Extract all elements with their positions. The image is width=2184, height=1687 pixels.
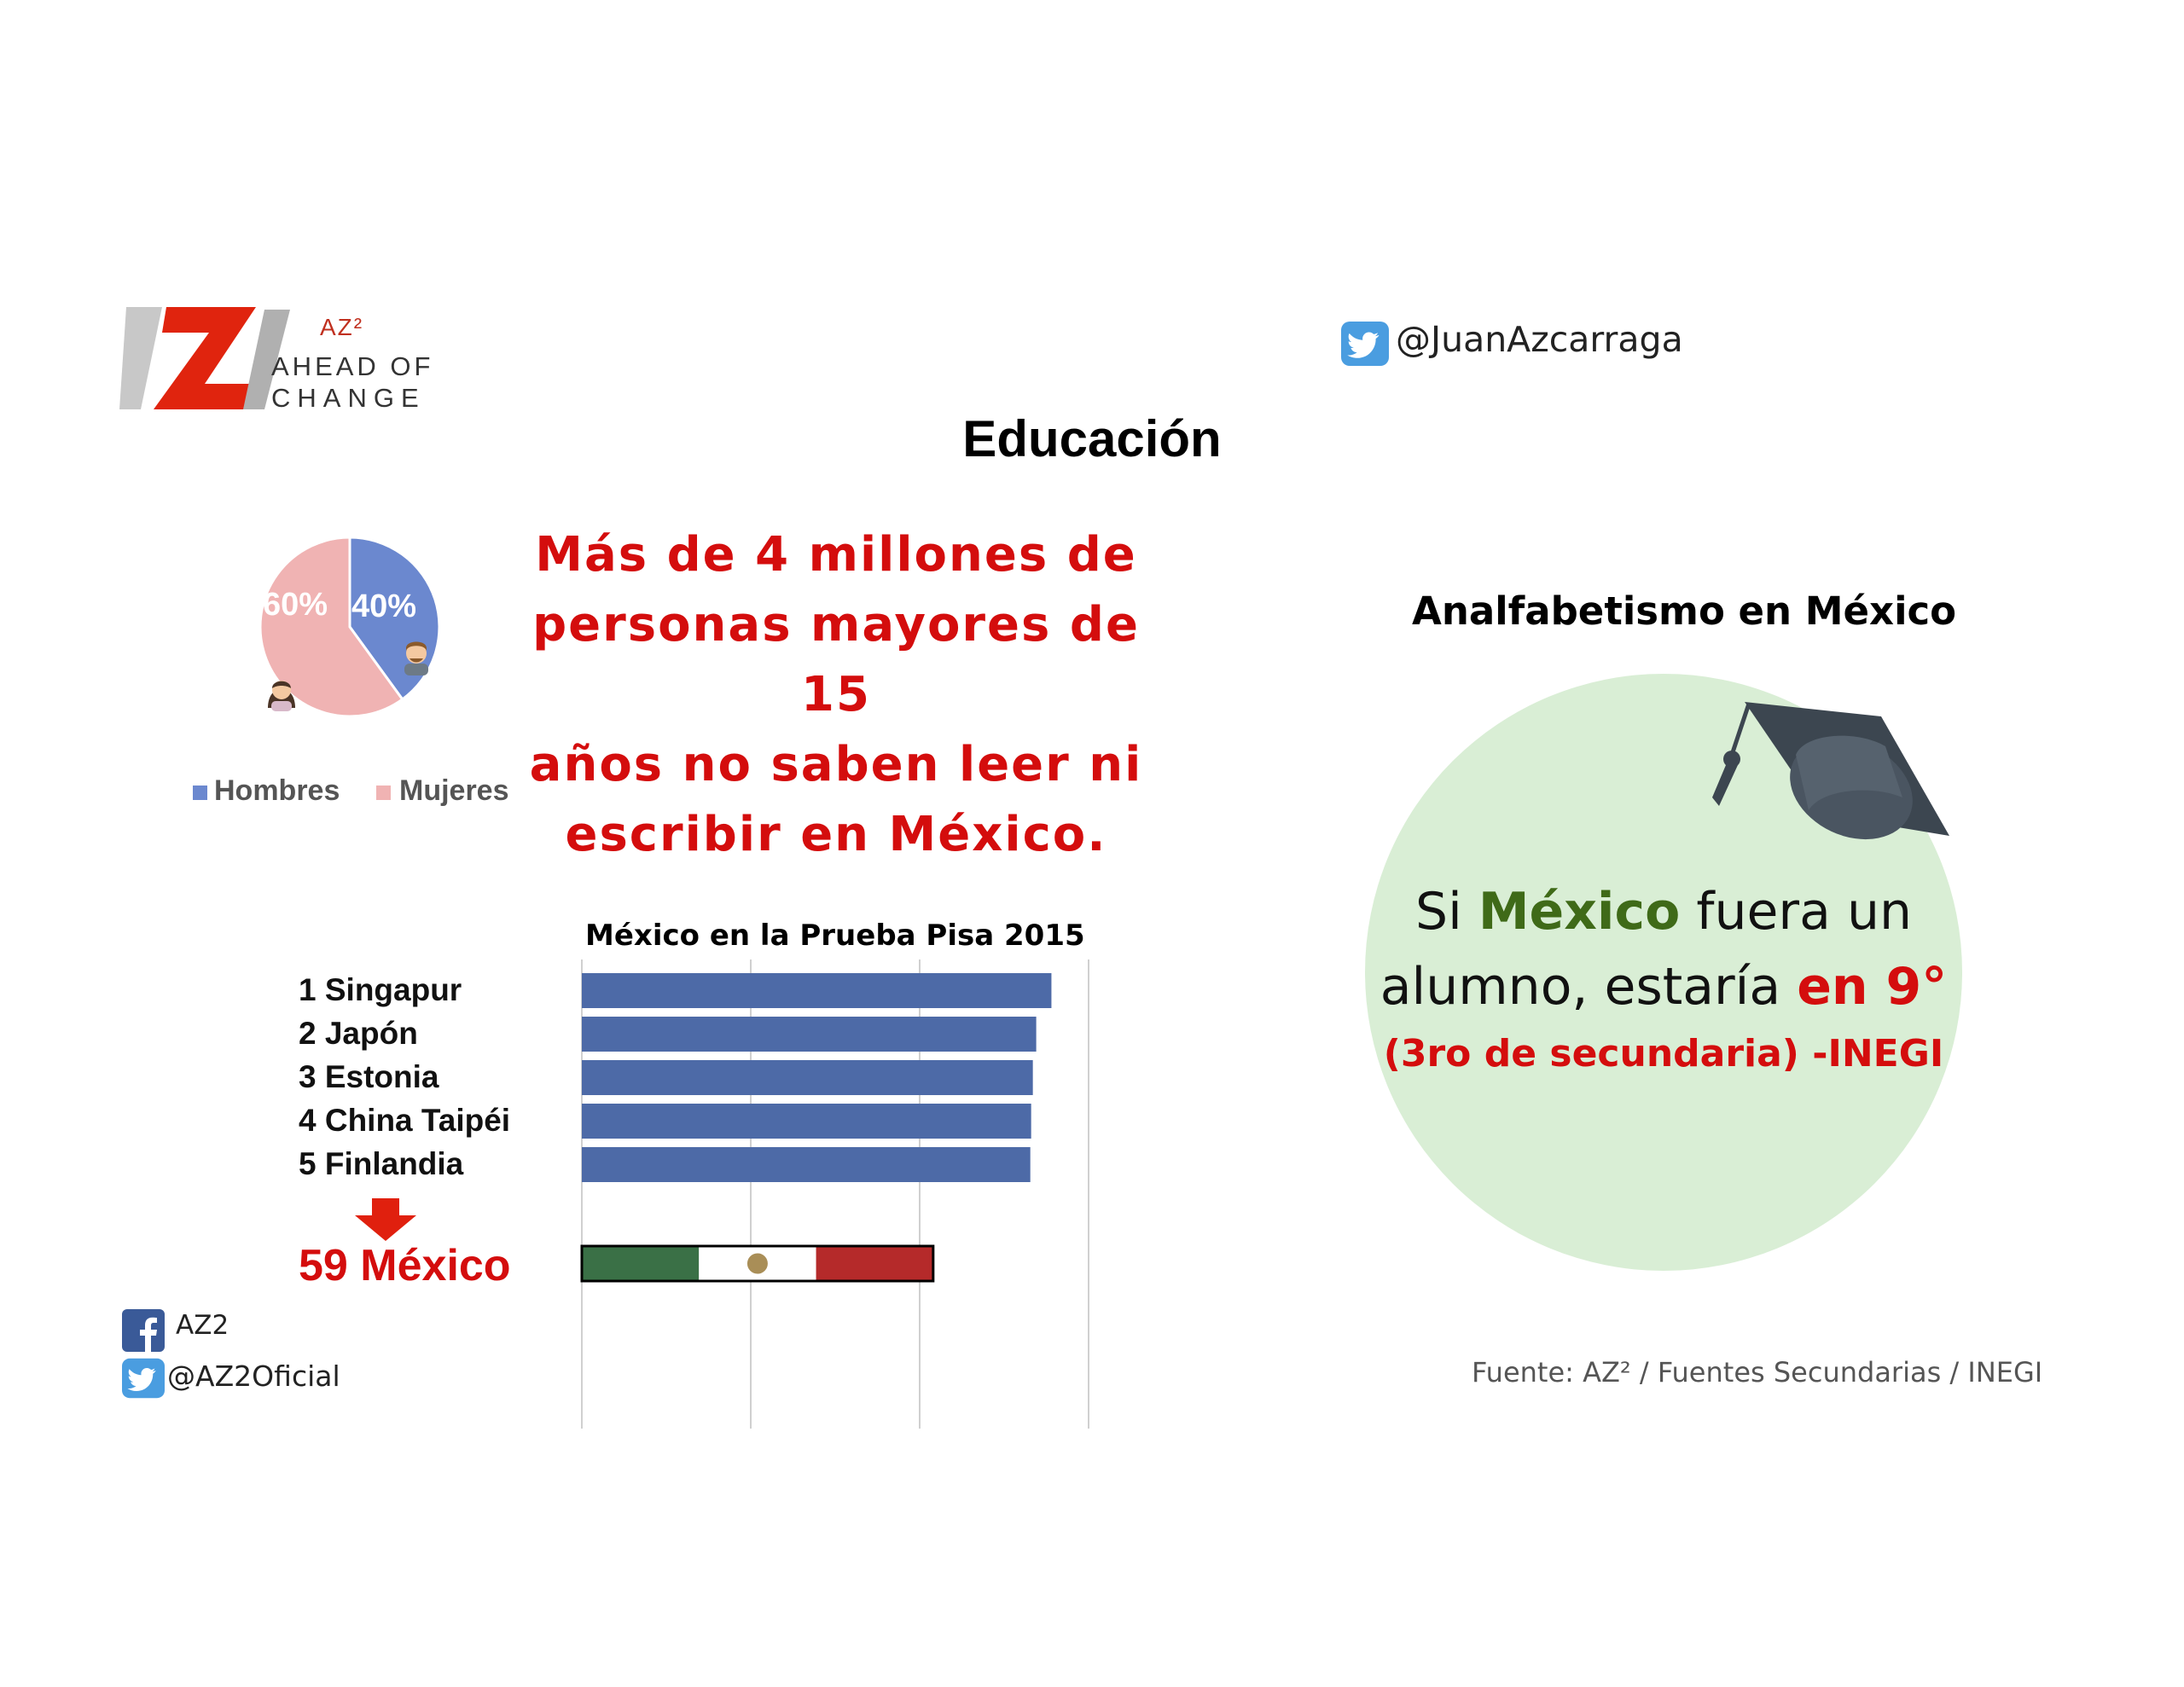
down-arrow-stem bbox=[372, 1198, 399, 1215]
bar-3 bbox=[582, 1060, 1033, 1095]
bar-mexico-green bbox=[582, 1246, 699, 1281]
headline-line-2: personas mayores de 15 bbox=[532, 597, 1140, 722]
page-title: Educación bbox=[962, 410, 1222, 467]
bar-5 bbox=[582, 1147, 1031, 1182]
graduation-cap-icon bbox=[1693, 695, 1949, 866]
twitter-handle-az2[interactable]: @AZ2Oficial bbox=[167, 1359, 340, 1393]
twitter-handle[interactable]: @JuanAzcarraga bbox=[1396, 319, 1683, 360]
bar-label-1: 1 Singapur bbox=[299, 972, 462, 1007]
illiteracy-statement bbox=[1365, 874, 1962, 1084]
legend-label-hombres: Hombres bbox=[214, 774, 340, 807]
bar-label-3: 3 Estonia bbox=[299, 1059, 439, 1094]
logo-line-2: CHANGE bbox=[271, 383, 426, 413]
headline bbox=[520, 520, 1152, 870]
logo-line-1: AHEAD OF bbox=[271, 351, 434, 381]
bar-2 bbox=[582, 1017, 1037, 1052]
woman-emoji-icon bbox=[264, 674, 299, 711]
man-emoji-icon bbox=[399, 638, 433, 675]
facebook-label[interactable]: AZ2 bbox=[176, 1310, 229, 1341]
statement-line-2: alumno, estaría en 9° bbox=[1380, 957, 1948, 1017]
bar-label-4: 4 China Taipéi bbox=[299, 1103, 511, 1138]
illiteracy-title: Analfabetismo en México bbox=[1412, 588, 1957, 634]
bar-4 bbox=[582, 1104, 1031, 1139]
headline-line-3: años no saben leer ni bbox=[529, 737, 1143, 792]
bar-label-mexico: 59 México bbox=[299, 1241, 511, 1290]
statement-country: México bbox=[1478, 882, 1681, 942]
headline-line-4: escribir en México. bbox=[565, 807, 1107, 862]
down-arrow-icon bbox=[355, 1215, 416, 1241]
statement-grade: en 9° bbox=[1797, 957, 1948, 1017]
legend-label-mujeres: Mujeres bbox=[399, 774, 509, 807]
source-note: Fuente: AZ² / Fuentes Secundarias / INEGI bbox=[1472, 1356, 2043, 1388]
bar-1 bbox=[582, 973, 1051, 1008]
bar-label-5: 5 Finlandia bbox=[299, 1146, 464, 1181]
headline-line-1: Más de 4 millones de bbox=[535, 527, 1137, 583]
twitter-icon bbox=[1341, 322, 1389, 366]
pie-label-men: 40% bbox=[351, 588, 417, 624]
pisa-bar-chart bbox=[282, 959, 1101, 1429]
mexico-eagle-icon bbox=[747, 1254, 768, 1274]
bar-mexico-red bbox=[816, 1246, 933, 1281]
facebook-icon bbox=[122, 1309, 165, 1352]
pisa-chart-title: México en la Prueba Pisa 2015 bbox=[585, 919, 1085, 953]
legend-swatch-mujeres bbox=[376, 786, 391, 800]
statement-line-3: (3ro de secundaria) -INEGI bbox=[1383, 1032, 1944, 1075]
logo-sub: AZ² bbox=[320, 314, 364, 340]
twitter-icon bbox=[122, 1358, 165, 1399]
bar-label-2: 2 Japón bbox=[299, 1016, 418, 1051]
pie-label-women: 60% bbox=[263, 587, 328, 623]
legend-swatch-hombres bbox=[193, 786, 207, 800]
statement-line-1: Si México fuera un bbox=[1415, 882, 1912, 942]
